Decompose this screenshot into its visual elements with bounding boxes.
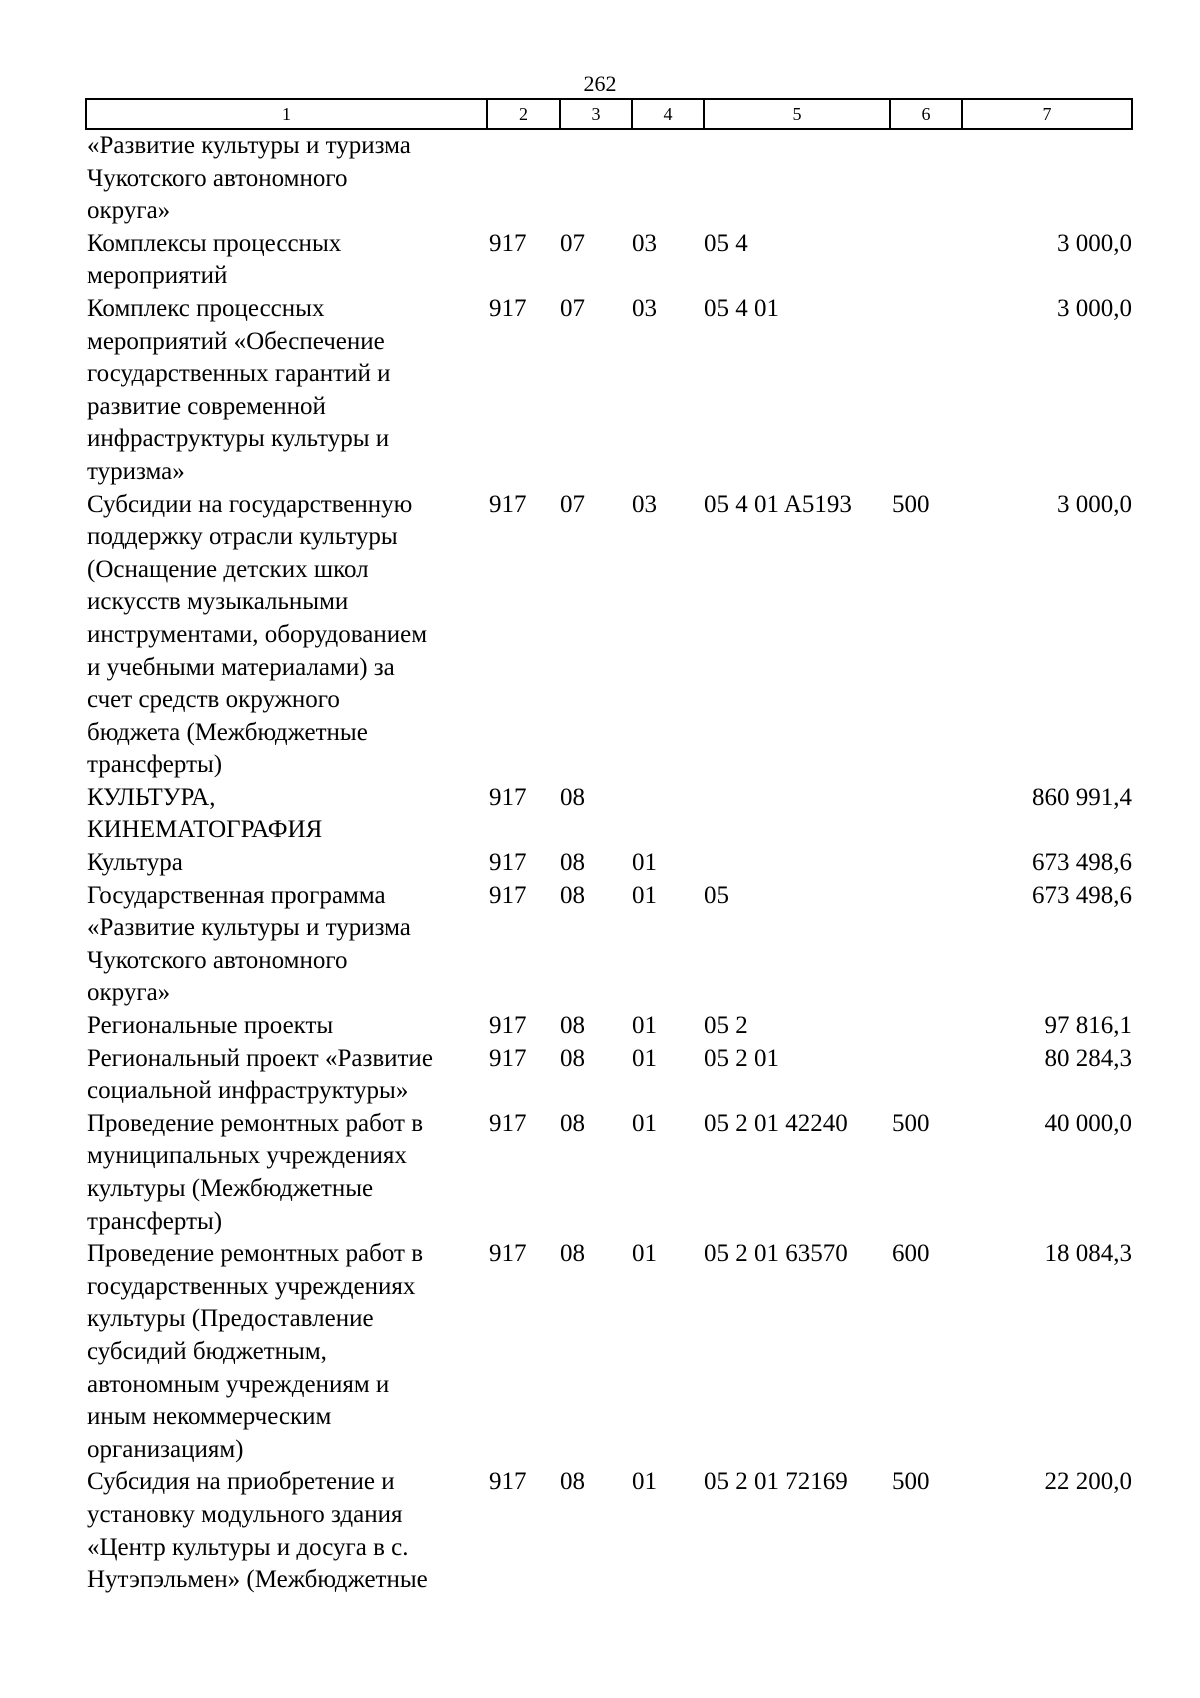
row-name: КУЛЬТУРА, КИНЕМАТОГРАФИЯ [87,783,323,844]
column-header-4: 4 [632,99,704,129]
row-name: «Развитие культуры и туризма Чукотского автономного округа» [87,132,411,225]
row-subsection-code [632,782,704,847]
row-ministry-code: 917 [489,881,527,909]
column-header-7: 7 [962,99,1132,129]
row-expense-type-code [890,1010,962,1043]
row-amount: 3 000,0 [1057,490,1132,518]
row-section-code: 08 [560,881,585,909]
row-subsection-code: 01 [632,1044,657,1072]
table-header [86,99,1132,129]
row-subsection-code: 01 [632,1012,657,1040]
row-subsection-code: 03 [632,294,657,322]
row-amount: 673 498,6 [1032,849,1132,877]
table-row [86,1238,1132,1466]
column-header-5: 5 [704,99,890,129]
row-ministry-code: 917 [489,1109,527,1137]
row-target-code [704,847,890,880]
row-subsection-code: 01 [632,1240,657,1268]
row-amount: 80 284,3 [1044,1044,1132,1072]
row-target-code: 05 2 [704,1012,748,1040]
column-header-6: 6 [890,99,962,129]
header-row [86,99,1132,129]
table-row [86,1466,1132,1596]
row-expense-type-code [890,1043,962,1108]
row-subsection-code: 01 [632,849,657,877]
row-subsection-code: 03 [632,229,657,257]
row-amount: 3 000,0 [1057,229,1132,257]
row-subsection-code: 01 [632,881,657,909]
row-section-code: 08 [560,1109,585,1137]
row-section-code: 07 [560,490,585,518]
row-ministry-code: 917 [489,229,527,257]
row-ministry-code: 917 [489,1044,527,1072]
row-amount: 97 816,1 [1044,1012,1132,1040]
row-section-code [560,129,632,228]
table-row [86,1108,1132,1238]
row-subsection-code [632,129,704,228]
row-name: Проведение ремонтных работ в государственных учреждениях культуры (Предоставление субсидий бюджетным, автономным учреждениям и иным некоммерческим организациям) [87,1240,424,1463]
row-name: Региональный проект «Развитие социальной инфраструктуры» [87,1044,433,1105]
table-row [86,1043,1132,1108]
row-section-code: 07 [560,294,585,322]
table-row [86,489,1132,782]
row-name: Государственная программа «Развитие культуры и туризма Чукотского автономного округа» [87,881,411,1007]
row-amount: 3 000,0 [1057,294,1132,322]
row-expense-type-code: 600 [892,1240,930,1268]
row-section-code: 08 [560,1044,585,1072]
row-ministry-code: 917 [489,490,527,518]
table-row [86,129,1132,228]
row-expense-type-code [890,129,962,228]
row-name: Комплекс процессных мероприятий «Обеспечение государственных гарантий и развитие современной инфраструктуры культуры и туризма» [87,294,391,485]
row-target-code: 05 2 01 72169 [704,1468,848,1496]
row-name: Субсидии на государственную поддержку отрасли культуры (Оснащение детских школ искусств музыкальными инструментами, оборудованием и учебными материалами) за счет средств окружного бюджета (Межбюджетные трансферты) [87,490,428,779]
row-target-code: 05 [704,881,729,909]
row-target-code: 05 2 01 42240 [704,1109,848,1137]
row-target-code: 05 2 01 63570 [704,1240,848,1268]
row-section-code: 08 [560,1012,585,1040]
row-ministry-code: 917 [489,1012,527,1040]
row-name: Региональные проекты [87,1012,334,1040]
row-ministry-code: 917 [489,1468,527,1496]
table-row [86,1010,1132,1043]
table-body [86,129,1132,1597]
row-ministry-code: 917 [489,294,527,322]
row-amount: 40 000,0 [1044,1109,1132,1137]
column-header-2: 2 [487,99,560,129]
row-section-code: 08 [560,783,585,811]
table-row [86,228,1132,293]
table-row [86,847,1132,880]
column-header-3: 3 [560,99,632,129]
row-amount: 18 084,3 [1044,1240,1132,1268]
table-row [86,293,1132,489]
page-number: 262 [583,71,617,96]
row-subsection-code: 01 [632,1109,657,1137]
row-amount: 673 498,6 [1032,881,1132,909]
row-target-code: 05 2 01 [704,1044,779,1072]
row-expense-type-code [890,782,962,847]
row-amount [962,129,1132,228]
row-target-code [704,129,890,228]
row-expense-type-code [890,880,962,1010]
row-expense-type-code: 500 [892,490,930,518]
row-name: Культура [87,849,183,877]
row-section-code: 07 [560,229,585,257]
row-section-code: 08 [560,849,585,877]
row-name: Субсидия на приобретение и установку модульного здания «Центр культуры и досуга в с. Нутэпэльмен» (Межбюджетные [87,1468,428,1594]
row-expense-type-code: 500 [892,1468,930,1496]
row-ministry-code: 917 [489,1240,527,1268]
row-name: Комплексы процессных мероприятий [87,229,342,290]
row-ministry-code: 917 [489,849,527,877]
budget-table [85,98,1133,1597]
row-expense-type-code [890,293,962,489]
row-target-code [704,782,890,847]
row-section-code: 08 [560,1468,585,1496]
row-target-code: 05 4 01 [704,294,779,322]
row-subsection-code: 01 [632,1468,657,1496]
column-header-1: 1 [86,99,487,129]
row-target-code: 05 4 01 A5193 [704,490,852,518]
row-expense-type-code [890,228,962,293]
row-expense-type-code: 500 [892,1109,930,1137]
row-name: Проведение ремонтных работ в муниципальных учреждениях культуры (Межбюджетные трансферты) [87,1109,424,1235]
row-subsection-code: 03 [632,490,657,518]
row-target-code: 05 4 [704,229,748,257]
row-section-code: 08 [560,1240,585,1268]
table-row [86,782,1132,847]
row-amount: 860 991,4 [1032,783,1132,811]
row-amount: 22 200,0 [1044,1468,1132,1496]
table-row [86,880,1132,1010]
row-ministry-code: 917 [489,783,527,811]
row-ministry-code [487,129,560,228]
row-expense-type-code [890,847,962,880]
